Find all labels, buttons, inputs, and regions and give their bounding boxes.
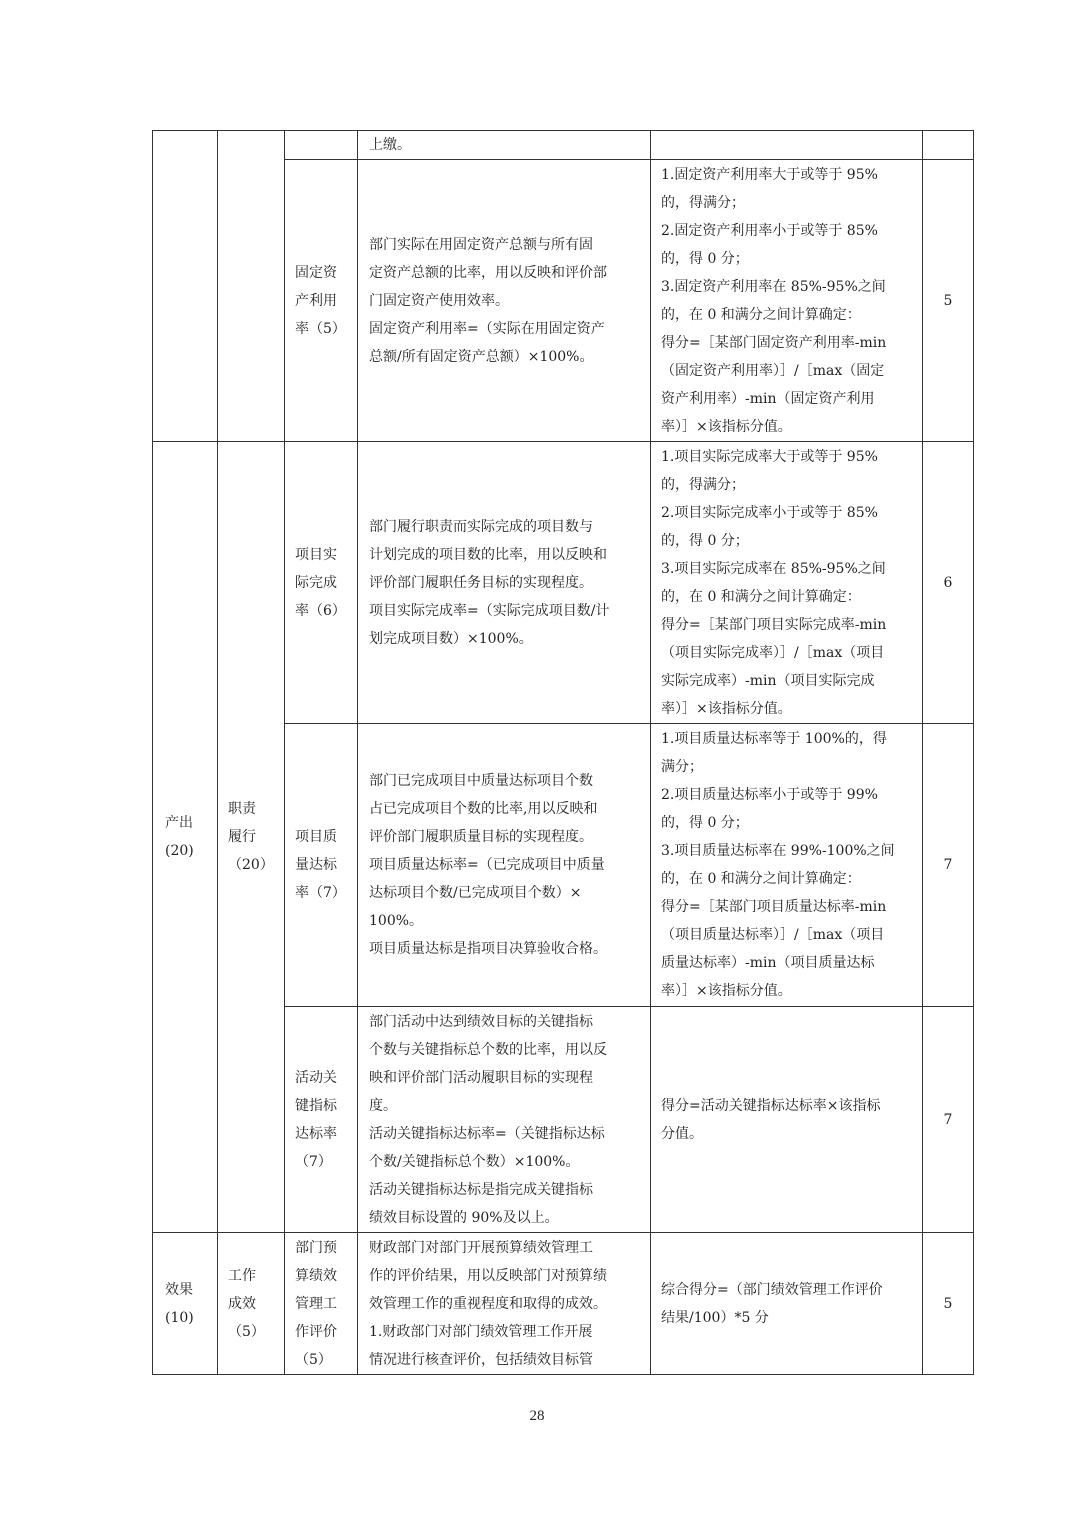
description-cell: 部门实际在用固定资产总额与所有固 定资产总额的比率，用以反映和评价部 门固定资产使用效率。 固定资产利用率=（实际在用固定资产 总额/所有固定资产总额）×100%。 xyxy=(358,160,651,442)
score-cell: 6 xyxy=(923,442,974,724)
description-cell: 部门活动中达到绩效目标的关键指标 个数与关键指标总个数的比率，用以反 映和评价部门活动履职目标的实现程 度。 活动关键指标达标率=（关键指标达标 个数/关键指标总个数）×100%。 活动关键指标达标是指完成关键指标 绩效目标设置的 90%及以上。 xyxy=(358,1007,651,1233)
score-cell: 7 xyxy=(923,1007,974,1233)
score-cell xyxy=(923,131,974,160)
indicator-cell: 活动关 键指标 达标率 （7） xyxy=(285,1007,358,1233)
indicator-cell: 项目质 量达标 率（7） xyxy=(285,724,358,1007)
description-cell: 部门已完成项目中质量达标项目个数 占已完成项目个数的比率,用以反映和 评价部门履职质量目标的实现程度。 项目质量达标率=（已完成项目中质量 达标项目个数/已完成项目个数）× 100%。 项目质量达标是指项目决算验收合格。 xyxy=(358,724,651,1007)
scoring-cell: 综合得分=（部门绩效管理工作评价 结果/100）*5 分 xyxy=(651,1233,923,1375)
indicator-table-container xyxy=(152,130,973,1375)
scoring-cell: 1.项目实际完成率大于或等于 95% 的，得满分； 2.项目实际完成率小于或等于 85% 的，得 0 分； 3.项目实际完成率在 85%-95%之间 的，在 0 和满分之间计算确定： 得分=［某部门项目实际完成率-min （项目实际完成率）］/［max（项目 实际完成率）-min（项目实际完成 率）］×该指标分值。 xyxy=(651,442,923,724)
indicator-cell xyxy=(285,131,358,160)
table-row xyxy=(153,131,974,160)
indicator-cell: 项目实 际完成 率（6） xyxy=(285,442,358,724)
page-number: 28 xyxy=(529,1408,545,1424)
scoring-cell: 1.固定资产利用率大于或等于 95% 的，得满分； 2.固定资产利用率小于或等于 85% 的，得 0 分； 3.固定资产利用率在 85%-95%之间 的，在 0 和满分之间计算确定： 得分=［某部门固定资产利用率-min （固定资产利用率）］/［max（固定 资产利用率）-min（固定资产利用 率）］×该指标分值。 xyxy=(651,160,923,442)
description-cell: 部门履行职责而实际完成的项目数与 计划完成的项目数的比率，用以反映和 评价部门履职任务目标的实现程度。 项目实际完成率=（实际完成项目数/计 划完成项目数）×100%。 xyxy=(358,442,651,724)
table-row xyxy=(153,1233,974,1375)
level1-cell: 产出 (20) xyxy=(153,442,218,1233)
level2-cell: 职责 履行 （20） xyxy=(218,442,285,1233)
description-cell: 上缴。 xyxy=(358,131,651,160)
scoring-cell: 得分=活动关键指标达标率×该指标 分值。 xyxy=(651,1007,923,1233)
level2-cell: 工作 成效 （5） xyxy=(218,1233,285,1375)
table-row xyxy=(153,442,974,724)
indicator-cell: 固定资 产利用 率（5） xyxy=(285,160,358,442)
level1-cell xyxy=(153,131,218,442)
performance-indicator-table xyxy=(152,130,974,1375)
score-cell: 5 xyxy=(923,1233,974,1375)
score-cell: 5 xyxy=(923,160,974,442)
scoring-cell: 1.项目质量达标率等于 100%的，得 满分； 2.项目质量达标率小于或等于 99% 的，得 0 分； 3.项目质量达标率在 99%-100%之间 的，在 0 和满分之间计算确定： 得分=［某部门项目质量达标率-min （项目质量达标率）］/［max（项目 质量达标率）-min（项目质量达标 率）］×该指标分值。 xyxy=(651,724,923,1007)
level1-cell: 效果 (10) xyxy=(153,1233,218,1375)
description-cell: 财政部门对部门开展预算绩效管理工 作的评价结果，用以反映部门对预算绩 效管理工作的重视程度和取得的成效。 1.财政部门对部门绩效管理工作开展 情况进行核查评价，包括绩效目标管 xyxy=(358,1233,651,1375)
scoring-cell xyxy=(651,131,923,160)
score-cell: 7 xyxy=(923,724,974,1007)
indicator-cell: 部门预 算绩效 管理工 作评价 （5） xyxy=(285,1233,358,1375)
level2-cell xyxy=(218,131,285,442)
